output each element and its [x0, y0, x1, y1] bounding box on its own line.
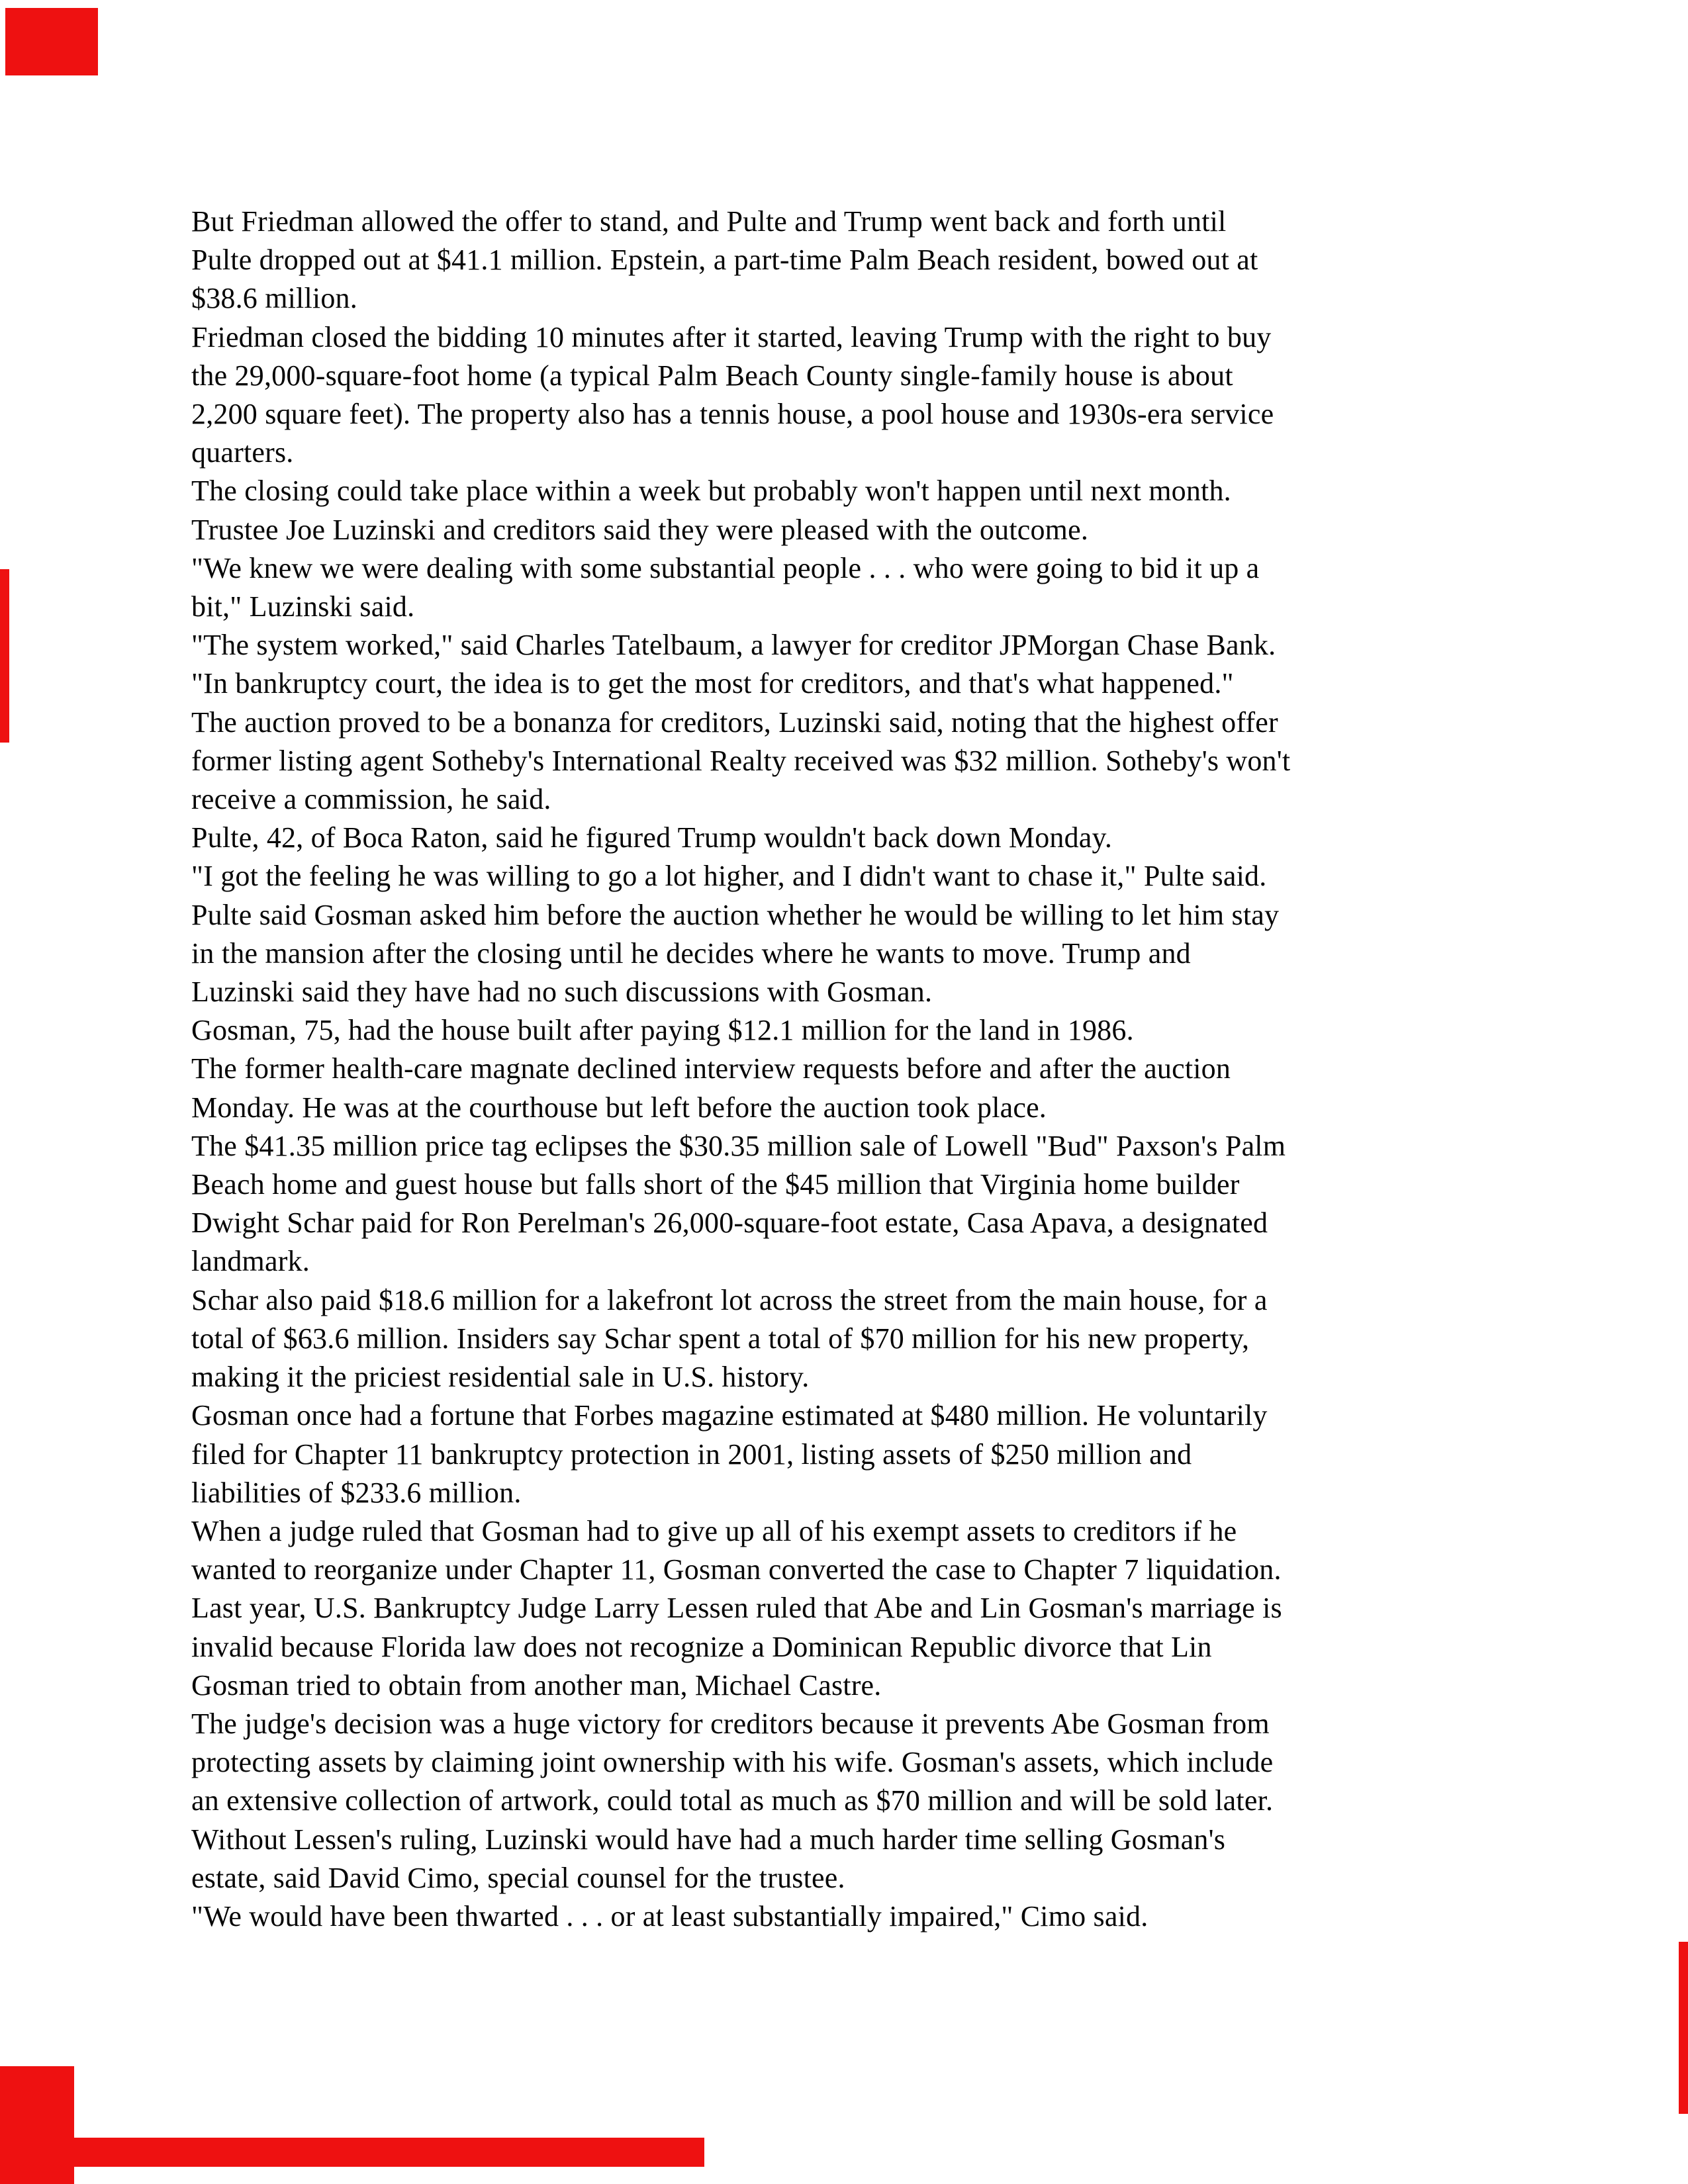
text-line: landmark. [191, 1245, 310, 1278]
text-line: The closing could take place within a week but probably won't happen until next month. [191, 475, 1231, 508]
text-line: "The system worked," said Charles Tatelbaum, a lawyer for creditor JPMorgan Chase Bank. [191, 629, 1276, 662]
text-line: making it the priciest residential sale in U.S. history. [191, 1361, 810, 1394]
text-line: protecting assets by claiming joint ownership with his wife. Gosman's assets, which include [191, 1746, 1274, 1779]
red-scan-artifact-bottom-edge [74, 2138, 704, 2167]
text-line: The judge's decision was a huge victory for creditors because it prevents Abe Gosman from [191, 1707, 1270, 1740]
text-line: Schar also paid $18.6 million for a lakefront lot across the street from the main house, for a [191, 1283, 1268, 1316]
text-line: The former health-care magnate declined interview requests before and after the auction [191, 1052, 1231, 1085]
text-line: "We would have been thwarted . . . or at least substantially impaired," Cimo said. [191, 1899, 1149, 1933]
text-line: Pulte dropped out at $41.1 million. Epstein, a part-time Palm Beach resident, bowed out at [191, 244, 1258, 277]
text-line: Dwight Schar paid for Ron Perelman's 26,000-square-foot estate, Casa Apava, a designated [191, 1206, 1268, 1240]
red-scan-artifact-bottom-left [0, 2066, 74, 2184]
text-line: The $41.35 million price tag eclipses the $30.35 million sale of Lowell "Bud" Paxson's Palm [191, 1129, 1286, 1162]
text-line: the 29,000-square-foot home (a typical Palm Beach County single-family house is about [191, 359, 1233, 392]
text-line: Beach home and guest house but falls short of the $45 million that Virginia home builder [191, 1168, 1240, 1201]
text-line: estate, said David Cimo, special counsel for the trustee. [191, 1861, 845, 1894]
text-line: Friedman closed the bidding 10 minutes after it started, leaving Trump with the right to buy [191, 320, 1272, 353]
text-line: Without Lessen's ruling, Luzinski would have had a much harder time selling Gosman's [191, 1823, 1226, 1856]
text-line: Trustee Joe Luzinski and creditors said they were pleased with the outcome. [191, 513, 1089, 546]
text-line: an extensive collection of artwork, could total as much as $70 million and will be sold later. [191, 1784, 1274, 1817]
text-line: 2,200 square feet). The property also has a tennis house, a pool house and 1930s-era service [191, 398, 1274, 431]
text-line: receive a commission, he said. [191, 783, 551, 816]
text-line: former listing agent Sotheby's International Realty received was $32 million. Sotheby's won't [191, 744, 1291, 777]
text-line: Luzinski said they have had no such discussions with Gosman. [191, 976, 933, 1009]
text-line: $38.6 million. [191, 282, 357, 315]
red-scan-artifact-right-edge [1679, 1942, 1688, 2114]
text-line: bit," Luzinski said. [191, 590, 415, 623]
text-line: Pulte said Gosman asked him before the auction whether he would be willing to let him stay [191, 898, 1280, 931]
text-line: But Friedman allowed the offer to stand, and Pulte and Trump went back and forth until [191, 205, 1227, 238]
text-line: wanted to reorganize under Chapter 11, Gosman converted the case to Chapter 7 liquidation. [191, 1553, 1282, 1586]
text-line: total of $63.6 million. Insiders say Schar spent a total of $70 million for his new property, [191, 1322, 1250, 1355]
text-line: "I got the feeling he was willing to go a lot higher, and I didn't want to chase it," Pulte said. [191, 860, 1267, 893]
text-line: Pulte, 42, of Boca Raton, said he figured Trump wouldn't back down Monday. [191, 821, 1113, 854]
red-scan-artifact-top-left [5, 8, 98, 75]
text-line: Gosman once had a fortune that Forbes magazine estimated at $480 million. He voluntarily [191, 1399, 1268, 1432]
text-line: The auction proved to be a bonanza for creditors, Luzinski said, noting that the highest offer [191, 705, 1278, 739]
text-line: When a judge ruled that Gosman had to give up all of his exempt assets to creditors if he [191, 1514, 1237, 1547]
text-line: quarters. [191, 436, 294, 469]
text-line: Gosman tried to obtain from another man, Michael Castre. [191, 1668, 882, 1702]
text-line: Monday. He was at the courthouse but left before the auction took place. [191, 1091, 1047, 1124]
text-line: invalid because Florida law does not recognize a Dominican Republic divorce that Lin [191, 1630, 1212, 1663]
text-line: Last year, U.S. Bankruptcy Judge Larry Lessen ruled that Abe and Lin Gosman's marriage is [191, 1592, 1282, 1625]
text-line: in the mansion after the closing until he decides where he wants to move. Trump and [191, 936, 1191, 970]
text-line: filed for Chapter 11 bankruptcy protection in 2001, listing assets of $250 million and [191, 1437, 1192, 1471]
article-text [191, 203, 1542, 1936]
text-line: liabilities of $233.6 million. [191, 1476, 522, 1509]
text-line: "We knew we were dealing with some substantial people . . . who were going to bid it up a [191, 551, 1260, 584]
text-line: "In bankruptcy court, the idea is to get the most for creditors, and that's what happened." [191, 667, 1234, 700]
text-line: Gosman, 75, had the house built after paying $12.1 million for the land in 1986. [191, 1014, 1134, 1047]
red-scan-artifact-left-edge [0, 569, 9, 743]
